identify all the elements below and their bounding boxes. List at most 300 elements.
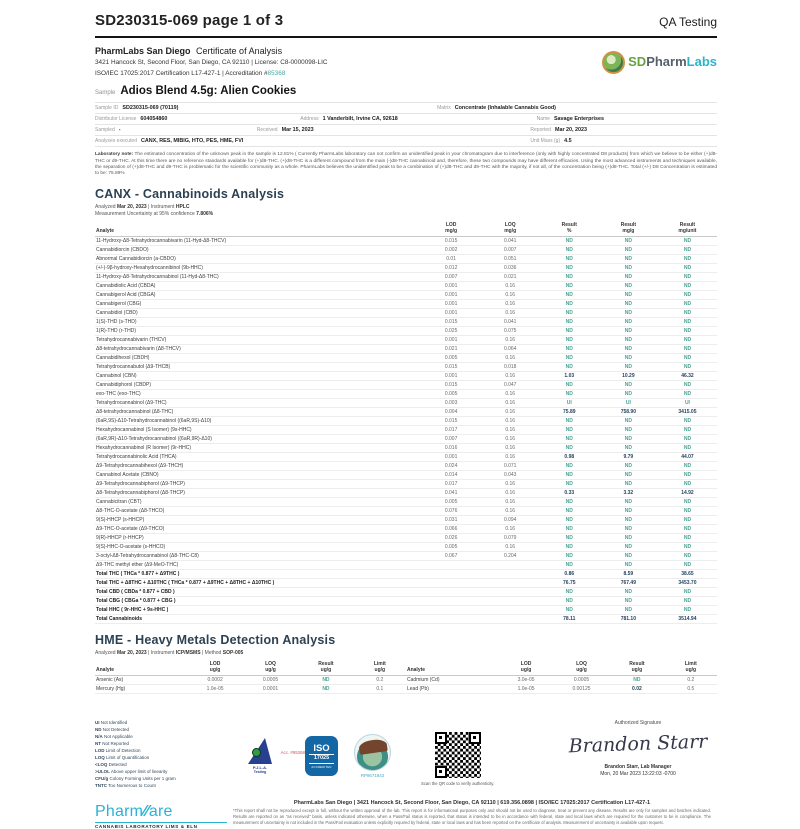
result-mgg-cell: ND bbox=[599, 363, 658, 372]
analyte-row bbox=[95, 336, 717, 345]
result-mgunit-cell: ND bbox=[658, 543, 717, 552]
authorized-signature-label: Authorized Signature bbox=[614, 720, 662, 727]
result-pct-cell: ND bbox=[540, 381, 599, 390]
loq-cell: 0.16 bbox=[481, 291, 540, 300]
sampled-value: - bbox=[118, 127, 121, 134]
analyte-name-cell: Lead (Pb) bbox=[406, 685, 498, 694]
result-mgg-cell: ND bbox=[599, 534, 658, 543]
analyte-row bbox=[95, 579, 717, 588]
analyte-row bbox=[95, 417, 717, 426]
result-mgg-cell: 8.59 bbox=[599, 570, 658, 579]
analyte-row bbox=[95, 615, 717, 624]
analyte-row bbox=[95, 444, 717, 453]
sample-info-grid bbox=[95, 102, 717, 147]
analyte-name-cell: Δ8-tetrahydrocannabivarin (Δ8-THCV) bbox=[95, 345, 422, 354]
lod-cell bbox=[422, 579, 481, 588]
page-title: SD230315-069 page 1 of 3 bbox=[95, 12, 284, 29]
result-mgunit-cell: ND bbox=[658, 534, 717, 543]
analyte-name-cell: Δ9-THC methyl ether (Δ9-MeO-THC) bbox=[95, 561, 422, 570]
lod-cell: 0.001 bbox=[422, 453, 481, 462]
loq-cell: 0.043 bbox=[481, 471, 540, 480]
accreditation-link[interactable]: 85368 bbox=[267, 69, 286, 77]
lod-cell: 0.004 bbox=[422, 408, 481, 417]
analyte-row bbox=[95, 480, 717, 489]
analyzed-label: Analyzed bbox=[95, 203, 116, 210]
result-pct-cell: 0.86 bbox=[540, 570, 599, 579]
result-pct-cell: ND bbox=[540, 336, 599, 345]
lod-cell: 0.001 bbox=[422, 291, 481, 300]
analyte-row bbox=[95, 390, 717, 399]
analyte-row bbox=[95, 543, 717, 552]
result-mgunit-cell: ND bbox=[658, 363, 717, 372]
qr-caption: Scan the QR code to verify authenticity. bbox=[421, 780, 495, 786]
result-pct-cell: ND bbox=[540, 525, 599, 534]
pharmware-part2: are bbox=[148, 802, 173, 820]
result-mgg-cell: ND bbox=[599, 417, 658, 426]
name-value: Savage Enterprises bbox=[553, 116, 604, 123]
result-pct-cell: ND bbox=[540, 435, 599, 444]
lod-cell bbox=[422, 597, 481, 606]
result-mgg-cell: ND bbox=[599, 471, 658, 480]
lab-header-row bbox=[95, 46, 717, 78]
lod-cell: 0.005 bbox=[422, 390, 481, 399]
globe-icon bbox=[602, 51, 625, 74]
unit-mass-label: Unit Mass (g) bbox=[530, 138, 561, 145]
result-mgunit-cell: ND bbox=[658, 264, 717, 273]
loq-cell: 0.16 bbox=[481, 417, 540, 426]
lod-cell: 1.0e-05 bbox=[187, 685, 242, 694]
analyte-row bbox=[95, 291, 717, 300]
footer-company-line: PharmLabs San Diego | 3421 Hancock St, Second Floor, San Diego, CA 92110 | 619.356.0898 | ISO/IEC 17025:2017 Certification L17-427-1 bbox=[293, 799, 651, 806]
result-mgg-cell: ND bbox=[599, 282, 658, 291]
sample-id-label: Sample ID bbox=[95, 105, 119, 112]
loq-cell bbox=[481, 606, 540, 615]
col-limit: Limit ug/g bbox=[354, 659, 406, 676]
result-mgunit-cell: ND bbox=[658, 336, 717, 345]
result-mgg-cell: ND bbox=[599, 498, 658, 507]
result-pct-cell: ND bbox=[540, 318, 599, 327]
result-mgunit-cell: ND bbox=[658, 327, 717, 336]
laboratory-note-text: The estimated concentration of the unknown peak in the sample is 12.81% ( Currently PharmLabs laboratory can not confirm an unidentified peak in your chromatogram due to interference (only with highly concentrated D8 products) from which we believe to be either (+)d8-THC or d9-THC. At this time there are no reference standards available for (+)d8-THC. (+)d8-THC is a different compound from the main (-)d8-THC cannabinoid and, therefore, these two compounds may have different efficacies. Using the most advanced instruments and techniques available, the separation of (+)d8-THC and d9-THC is problematic for the scientific community as a whole. PharmLabs believes the unidentified peak to be a combination of (+)d8-THC and d9-THC with the majority, if not all, of the concentration being (+)d8-THC. Total (+/-) D8 Concentration is estimated to be: 75.89% bbox=[95, 152, 717, 177]
signature-block bbox=[559, 720, 717, 777]
analyzed-label: Analyzed bbox=[95, 650, 116, 657]
lod-cell: 0.001 bbox=[422, 300, 481, 309]
result-pct-cell: 0.33 bbox=[540, 489, 599, 498]
analyte-row bbox=[95, 435, 717, 444]
address-value: 1 Vanderbilt, Irvine CA, 92618 bbox=[322, 116, 398, 123]
analyte-name-cell: Mercury (Hg) bbox=[95, 685, 187, 694]
info-row bbox=[95, 136, 717, 147]
result-mgunit-cell: ND bbox=[658, 390, 717, 399]
analyte-row bbox=[95, 309, 717, 318]
analyte-name-cell: Δ8-tetrahydrocannabinol (Δ8-THC) bbox=[95, 408, 422, 417]
canx-uncertainty bbox=[95, 211, 717, 217]
lod-cell bbox=[422, 570, 481, 579]
result-pct-cell: ND bbox=[540, 246, 599, 255]
lod-cell: 0.012 bbox=[422, 264, 481, 273]
result-mgunit-cell: ND bbox=[658, 462, 717, 471]
result-mgg-cell: ND bbox=[599, 426, 658, 435]
received-label: Received bbox=[256, 127, 278, 134]
loq-cell: 0.16 bbox=[481, 372, 540, 381]
coa-page bbox=[95, 0, 717, 829]
result-mgunit-cell: 44.07 bbox=[658, 453, 717, 462]
loq-cell: 0.16 bbox=[481, 399, 540, 408]
analyte-name-cell: Hexahydrocannabinol (R Isomer) (9r-HHC) bbox=[95, 444, 422, 453]
lod-cell: 0.015 bbox=[422, 417, 481, 426]
result-pct-cell: ND bbox=[540, 237, 599, 246]
legend-item: <LOQ Detected bbox=[95, 761, 127, 767]
accreditation-badges bbox=[231, 734, 391, 778]
result-mgg-cell: UI bbox=[599, 399, 658, 408]
analyte-name-cell: 9(S)-HHCP (s-HHCP) bbox=[95, 516, 422, 525]
instrument-value: ICP/MSMS bbox=[175, 650, 201, 657]
result-mgunit-cell: ND bbox=[658, 516, 717, 525]
result-mgunit-cell: ND bbox=[658, 282, 717, 291]
result-mgg-cell: ND bbox=[599, 291, 658, 300]
qr-block bbox=[421, 732, 494, 786]
result-pct-cell: ND bbox=[540, 345, 599, 354]
lod-cell: 0.005 bbox=[422, 543, 481, 552]
limit-cell: 0.2 bbox=[354, 676, 406, 685]
logo-sd-text: SD bbox=[628, 54, 647, 70]
result-cell: 0.02 bbox=[609, 685, 664, 694]
lod-cell: 0.007 bbox=[422, 435, 481, 444]
received-value: Mar 15, 2023 bbox=[281, 127, 314, 134]
loq-cell: 0.075 bbox=[481, 327, 540, 336]
col-result-mgunit: Result mg/unit bbox=[658, 220, 717, 237]
result-pct-cell: ND bbox=[540, 363, 599, 372]
sample-label: Sample bbox=[95, 90, 116, 97]
pjla-sub: Testing bbox=[253, 770, 267, 775]
lod-cell: 0.076 bbox=[422, 507, 481, 516]
sampled-label: Sampled bbox=[95, 127, 115, 134]
analyte-row bbox=[95, 381, 717, 390]
lod-cell: 0.015 bbox=[422, 381, 481, 390]
analyte-name-cell: Cannabigerol (CBG) bbox=[95, 300, 422, 309]
legend-item: LOD Limit of Detection bbox=[95, 747, 141, 753]
result-mgg-cell: 10.29 bbox=[599, 372, 658, 381]
loq-cell: 0.16 bbox=[481, 408, 540, 417]
loq-cell: 0.036 bbox=[481, 264, 540, 273]
analyte-row bbox=[95, 453, 717, 462]
result-mgunit-cell: ND bbox=[658, 471, 717, 480]
analyte-name-cell: Hexahydrocannabinol (S Isomer) (9s-HHC) bbox=[95, 426, 422, 435]
analyte-name-cell: 11-Hydroxy-Δ8-Tetrahydrocannabivarin (11-Hyd-Δ8-THCV) bbox=[95, 237, 422, 246]
result-mgunit-cell: ND bbox=[658, 273, 717, 282]
analyte-name-cell: Cannabidiorcin (CBDO) bbox=[95, 246, 422, 255]
loq-cell: 0.094 bbox=[481, 516, 540, 525]
hme-analysis-meta bbox=[95, 650, 717, 656]
loq-cell: 0.16 bbox=[481, 435, 540, 444]
loq-cell: 0.16 bbox=[481, 336, 540, 345]
result-mgunit-cell: ND bbox=[658, 597, 717, 606]
analyte-name-cell: Δ8-Tetrahydrocannabiphorol (Δ8-THCP) bbox=[95, 489, 422, 498]
col-analyte: Analyte bbox=[406, 659, 498, 676]
matrix-value: Concentrate (Inhalable Cannabis Good) bbox=[454, 105, 556, 112]
logo-labs-text: Labs bbox=[686, 54, 717, 70]
result-mgg-cell: 758.90 bbox=[599, 408, 658, 417]
result-mgunit-cell: ND bbox=[658, 426, 717, 435]
lod-cell: 0.015 bbox=[422, 363, 481, 372]
lod-cell: 0.0002 bbox=[187, 676, 242, 685]
loq-cell: 0.0005 bbox=[554, 676, 609, 685]
loq-cell: 0.16 bbox=[481, 453, 540, 462]
result-pct-cell: ND bbox=[540, 597, 599, 606]
loq-cell: 0.16 bbox=[481, 525, 540, 534]
result-mgg-cell: ND bbox=[599, 435, 658, 444]
pjla-accreditation-number: Acc. #95368 bbox=[280, 750, 305, 756]
reported-value: Mar 20, 2023 bbox=[554, 127, 588, 134]
result-pct-cell: ND bbox=[540, 480, 599, 489]
result-mgunit-cell: ND bbox=[658, 588, 717, 597]
method-label: Method bbox=[204, 650, 222, 657]
analyte-row bbox=[95, 561, 717, 570]
analyte-row bbox=[95, 345, 717, 354]
lab-cert-line bbox=[95, 70, 327, 79]
loq-cell: 0.16 bbox=[481, 543, 540, 552]
result-mgunit-cell: ND bbox=[658, 246, 717, 255]
signature-cursive: Brandon Starr bbox=[568, 730, 708, 758]
result-mgg-cell: ND bbox=[599, 525, 658, 534]
footer-disclaimer: *This report shall not be reproduced except in full, without the written approval of the lab. This report is for informational purposes only and should not be used to diagnose, treat or prevent any disease. Results are only for samples and batches indicated. Results are reported on an "as received" basis, unless indicated otherwise, when a Pass/Fail status is reported, that status is intended to be in accordance with federal, state and local laws which are required for the customer to be in compliance. The measurement of uncertainty is not included in the Pass/Fail evaluation unless explicitly required by federal, state or local laws and has been reported on the certificate of analysis. Measurement of uncertainty is available upon request. bbox=[233, 808, 711, 826]
result-pct-cell: ND bbox=[540, 426, 599, 435]
instrument-label: Instrument bbox=[150, 203, 175, 210]
col-result: Result ug/g bbox=[609, 659, 664, 676]
result-mgg-cell: ND bbox=[599, 255, 658, 264]
lod-cell: 0.01 bbox=[422, 255, 481, 264]
loq-cell: 0.007 bbox=[481, 246, 540, 255]
separator: | bbox=[148, 650, 150, 657]
lod-cell: 0.015 bbox=[422, 237, 481, 246]
analyte-name-cell: 11-Hydroxy-Δ8-Tetrahydrocannabinol (11-Hyd-Δ8-THC) bbox=[95, 273, 422, 282]
loq-cell: 0.16 bbox=[481, 282, 540, 291]
pjla-name: P.J.L.A. bbox=[252, 765, 268, 771]
limit-cell: 0.1 bbox=[354, 685, 406, 694]
legend-item: NT Not Reported bbox=[95, 741, 130, 746]
distributor-license-label: Distributor License bbox=[95, 116, 137, 123]
loq-cell: 0.16 bbox=[481, 498, 540, 507]
result-mgunit-cell: ND bbox=[658, 480, 717, 489]
lab-name: PharmLabs San Diego bbox=[95, 46, 191, 56]
analyte-name-cell: Arsenic (As) bbox=[95, 676, 187, 685]
result-mgg-cell: ND bbox=[599, 327, 658, 336]
lod-cell: 0.017 bbox=[422, 426, 481, 435]
result-mgg-cell: ND bbox=[599, 480, 658, 489]
analyte-row bbox=[95, 552, 717, 561]
analyte-name-cell: (6aR,9R)-Δ10-Tetrahydrocannabinol ((6aR,9R)-Δ10) bbox=[95, 435, 422, 444]
lod-cell: 0.021 bbox=[422, 345, 481, 354]
unit-mass-value: 4.5 bbox=[564, 138, 572, 145]
analyte-name-cell: Total THC ( THCa * 0.877 + Δ9THC ) bbox=[95, 570, 422, 579]
cannabinoids-table-header bbox=[95, 220, 717, 237]
uncertainty-value: 7.806% bbox=[196, 211, 214, 218]
laboratory-note-label: Laboratory note: bbox=[95, 152, 134, 158]
distributor-license-value: 604054860 bbox=[140, 116, 168, 123]
result-mgg-cell: ND bbox=[599, 336, 658, 345]
info-row bbox=[95, 125, 717, 136]
analyte-name-cell: Tetrahydrocannabinolic Acid (THCA) bbox=[95, 453, 422, 462]
result-pct-cell: ND bbox=[540, 291, 599, 300]
loq-cell: 0.071 bbox=[481, 462, 540, 471]
result-cell: ND bbox=[298, 676, 353, 685]
loq-cell: 0.16 bbox=[481, 390, 540, 399]
analyte-name-cell: 1(S)-THD (s-THD) bbox=[95, 318, 422, 327]
result-mgunit-cell: 3453.70 bbox=[658, 579, 717, 588]
sdpharmlabs-logo bbox=[602, 46, 717, 78]
col-lod: LOD ug/g bbox=[187, 659, 242, 676]
loq-cell: 0.041 bbox=[481, 318, 540, 327]
analyte-row bbox=[95, 255, 717, 264]
loq-cell: 0.16 bbox=[481, 507, 540, 516]
logo-pharm-text: Pharm bbox=[646, 54, 687, 70]
analyte-row bbox=[95, 372, 717, 381]
loq-cell: 0.051 bbox=[481, 255, 540, 264]
lab-address-line: 3421 Hancock St, Second Floor, San Diego, CA 92110 | License: C8-0000098-LIC bbox=[95, 58, 328, 66]
legend-item: >ULOL Above upper limit of linearity bbox=[95, 768, 168, 774]
limit-cell: 0.5 bbox=[665, 685, 717, 694]
result-mgunit-cell: ND bbox=[658, 255, 717, 264]
analyte-name-cell: Cannabicitran (CBT) bbox=[95, 498, 422, 507]
analyte-row bbox=[95, 300, 717, 309]
result-pct-cell: ND bbox=[540, 327, 599, 336]
lod-cell: 0.031 bbox=[422, 516, 481, 525]
loq-cell bbox=[481, 570, 540, 579]
result-mgunit-cell: 46.32 bbox=[658, 372, 717, 381]
analyte-name-cell: Tetrahydrocannabinol (Δ9-THC) bbox=[95, 399, 422, 408]
result-mgg-cell: 767.49 bbox=[599, 579, 658, 588]
loq-cell: 0.16 bbox=[481, 300, 540, 309]
canx-section-title: CANX - Cannabinoids Analysis bbox=[95, 186, 285, 201]
lod-cell: 1.0e-05 bbox=[498, 685, 553, 694]
cannabinoids-table bbox=[95, 220, 717, 624]
result-mgunit-cell: 38.65 bbox=[658, 570, 717, 579]
analyte-name-cell: Cadmium (Cd) bbox=[406, 676, 498, 685]
sample-id-value: SD230315-069 (70119) bbox=[122, 105, 179, 112]
result-mgunit-cell: ND bbox=[658, 237, 717, 246]
analyte-row bbox=[95, 426, 717, 435]
analyte-row bbox=[95, 516, 717, 525]
page-footer bbox=[95, 800, 717, 829]
loq-cell: 0.16 bbox=[481, 444, 540, 453]
loq-cell bbox=[481, 588, 540, 597]
lod-cell: 0.066 bbox=[422, 525, 481, 534]
lod-cell: 0.001 bbox=[422, 336, 481, 345]
result-pct-cell: ND bbox=[540, 264, 599, 273]
analyte-row bbox=[95, 246, 717, 255]
info-row bbox=[95, 114, 717, 125]
loq-cell: 0.16 bbox=[481, 354, 540, 363]
analyte-row bbox=[95, 363, 717, 372]
analyte-row bbox=[95, 588, 717, 597]
result-mgg-cell: ND bbox=[599, 543, 658, 552]
result-mgunit-cell: ND bbox=[658, 318, 717, 327]
laboratory-note bbox=[95, 152, 717, 177]
canx-analysis-meta bbox=[95, 204, 717, 210]
result-pct-cell: ND bbox=[540, 282, 599, 291]
result-mgg-cell: ND bbox=[599, 264, 658, 273]
lod-cell: 0.024 bbox=[422, 462, 481, 471]
analyte-name-cell: Cannabidiphorol (CBDP) bbox=[95, 381, 422, 390]
result-mgg-cell: ND bbox=[599, 561, 658, 570]
analyte-name-cell: Total CBD ( CBDa * 0.877 + CBD ) bbox=[95, 588, 422, 597]
analyte-name-cell: Total HHC ( 9r-HHC + 9s-HHC ) bbox=[95, 606, 422, 615]
analyte-name-cell: Δ9-THC-O-acetate (Δ9-THCO) bbox=[95, 525, 422, 534]
lod-cell: 0.003 bbox=[422, 399, 481, 408]
analyte-row bbox=[95, 264, 717, 273]
signature-date: Mon, 20 Mar 2023 13:22:03 -0700 bbox=[600, 771, 676, 778]
result-mgg-cell: ND bbox=[599, 345, 658, 354]
analyte-row bbox=[95, 354, 717, 363]
qr-finder-icon bbox=[469, 732, 481, 744]
legend-item: N/A Not Applicable bbox=[95, 734, 133, 740]
address-label: Address bbox=[300, 116, 319, 123]
seal-code: RP8671843 bbox=[360, 773, 385, 779]
analyte-row bbox=[95, 237, 717, 246]
analyte-row bbox=[95, 606, 717, 615]
result-mgg-cell: 9.79 bbox=[599, 453, 658, 462]
result-pct-cell: ND bbox=[540, 498, 599, 507]
slash-icon: ∕∕ bbox=[143, 802, 149, 820]
analyte-name-cell: Cannabidiol (CBD) bbox=[95, 309, 422, 318]
analyses-executed-label: Analyses executed bbox=[95, 138, 137, 145]
pharmware-tagline: CANNABIS LABORATORY LIMS & ELN bbox=[95, 822, 227, 829]
result-mgunit-cell: ND bbox=[658, 498, 717, 507]
loq-cell: 0.018 bbox=[481, 363, 540, 372]
analyte-name-cell: 3-octyl-Δ8-Tetrahydrocannabinol (Δ8-THC-C8) bbox=[95, 552, 422, 561]
separator: | bbox=[201, 650, 204, 657]
result-pct-cell: ND bbox=[540, 507, 599, 516]
analyte-name-cell: Cannabinol (CBN) bbox=[95, 372, 422, 381]
result-mgunit-cell: ND bbox=[658, 345, 717, 354]
loq-cell: 0.064 bbox=[481, 345, 540, 354]
result-mgunit-cell: ND bbox=[658, 291, 717, 300]
analyzed-date: Mar 20, 2023 bbox=[116, 203, 147, 210]
result-mgg-cell: ND bbox=[599, 444, 658, 453]
hme-section-title: HME - Heavy Metals Detection Analysis bbox=[95, 633, 336, 648]
analyte-name-cell: Cannabigerol Acid (CBGA) bbox=[95, 291, 422, 300]
analyte-name-cell: Total Cannabinoids bbox=[95, 615, 422, 624]
result-pct-cell: ND bbox=[540, 354, 599, 363]
result-mgg-cell: ND bbox=[599, 390, 658, 399]
analyte-row bbox=[95, 570, 717, 579]
result-pct-cell: 76.75 bbox=[540, 579, 599, 588]
result-pct-cell: ND bbox=[540, 606, 599, 615]
result-mgunit-cell: 3514.94 bbox=[658, 615, 717, 624]
cert-text: ISO/IEC 17025:2017 Certification L17-427-1 | Accreditation # bbox=[95, 69, 268, 77]
result-pct-cell: ND bbox=[540, 444, 599, 453]
lod-cell bbox=[422, 615, 481, 624]
lab-header-left bbox=[95, 46, 327, 78]
document-header bbox=[95, 12, 717, 38]
accreditation-seal bbox=[354, 734, 391, 778]
lod-cell: 0.025 bbox=[422, 327, 481, 336]
qa-testing-label: QA Testing bbox=[659, 15, 717, 29]
result-mgg-cell: 3.32 bbox=[599, 489, 658, 498]
result-mgg-cell: 781.10 bbox=[599, 615, 658, 624]
result-pct-cell: ND bbox=[540, 255, 599, 264]
result-mgunit-cell: ND bbox=[658, 606, 717, 615]
result-mgg-cell: ND bbox=[599, 354, 658, 363]
col-lod: LOD ug/g bbox=[498, 659, 553, 676]
result-mgg-cell: ND bbox=[599, 237, 658, 246]
instrument-value: HPLC bbox=[175, 203, 190, 210]
result-pct-cell: ND bbox=[540, 471, 599, 480]
loq-cell: 0.0001 bbox=[243, 685, 298, 694]
analyte-name-cell: 9(R)-HHCP (r-HHCP) bbox=[95, 534, 422, 543]
result-mgg-cell: ND bbox=[599, 552, 658, 561]
col-loq: LOQ mg/g bbox=[481, 220, 540, 237]
